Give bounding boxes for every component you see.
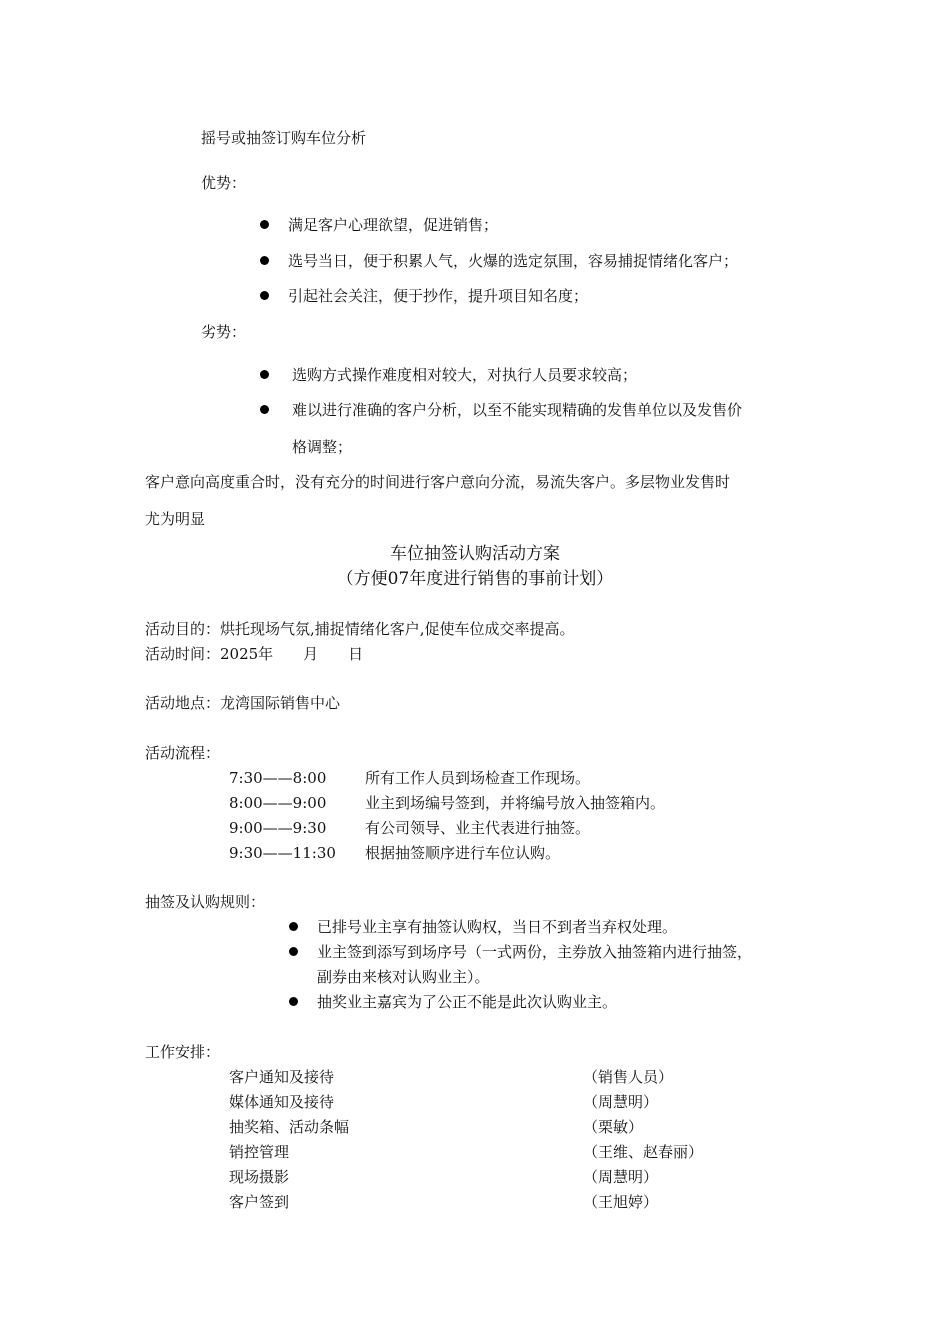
bullet-icon <box>260 256 269 265</box>
bullet-icon <box>289 922 298 931</box>
work-person: （销售人员） <box>583 1068 674 1086</box>
disadvantage-continuation: 格调整； <box>292 438 353 456</box>
work-task: 媒体通知及接待 <box>229 1093 335 1111</box>
process-desc: 根据抽签顺序进行车位认购。 <box>365 844 561 862</box>
work-heading: 工作安排： <box>145 1043 221 1061</box>
activity-location: 活动地点：龙湾国际销售中心 <box>145 694 341 712</box>
disadvantage-item: 选购方式操作难度相对较大，对执行人员要求较高； <box>292 366 638 384</box>
process-desc: 有公司领导、业主代表进行抽签。 <box>365 819 591 837</box>
process-time: 9:30——11:30 <box>229 844 336 862</box>
process-desc: 所有工作人员到场检查工作现场。 <box>365 769 591 787</box>
work-task: 客户通知及接待 <box>229 1068 335 1086</box>
bullet-icon <box>260 405 269 414</box>
analysis-title: 摇号或抽签订购车位分析 <box>201 129 367 147</box>
work-person: （王旭婷） <box>583 1193 659 1211</box>
disadvantages-heading: 劣势： <box>201 323 247 341</box>
analysis-note: 客户意向高度重合时，没有充分的时间进行客户意向分流，易流失客户。多层物业发售时 <box>145 473 731 491</box>
rules-heading: 抽签及认购规则： <box>145 893 266 911</box>
work-task: 客户签到 <box>229 1193 290 1211</box>
bullet-icon <box>260 370 269 379</box>
work-person: （周慧明） <box>583 1168 659 1186</box>
advantage-item: 引起社会关注，便于抄作，提升项目知名度； <box>288 287 589 305</box>
work-task: 现场摄影 <box>229 1168 290 1186</box>
work-person: （栗敏） <box>583 1118 644 1136</box>
plan-title: 车位抽签认购活动方案 <box>390 544 560 564</box>
bullet-icon <box>260 291 269 300</box>
bullet-icon <box>260 220 269 229</box>
rule-item: 已排号业主享有抽签认购权，当日不到者当弃权处理。 <box>317 918 678 936</box>
process-time: 7:30——8:00 <box>229 769 327 787</box>
advantage-item: 满足客户心理欲望，促进销售； <box>288 216 499 234</box>
advantages-heading: 优势： <box>201 174 247 192</box>
rule-item: 抽奖业主嘉宾为了公正不能是此次认购业主。 <box>317 993 618 1011</box>
bullet-icon <box>289 947 298 956</box>
rule-continuation: 副券由来核对认购业主）。 <box>317 968 490 986</box>
rule-item: 业主签到添写到场序号（一式两份，主券放入抽签箱内进行抽签， <box>317 943 753 961</box>
work-task: 销控管理 <box>229 1143 290 1161</box>
work-person: （周慧明） <box>583 1093 659 1111</box>
activity-purpose: 活动目的：烘托现场气氛,捕捉情绪化客户,促使车位成交率提高。 <box>145 620 575 638</box>
process-time: 8:00——9:00 <box>229 794 327 812</box>
process-desc: 业主到场编号签到，并将编号放入抽签箱内。 <box>365 794 666 812</box>
process-heading: 活动流程： <box>145 744 221 762</box>
process-time: 9:00——9:30 <box>229 819 327 837</box>
advantage-item: 选号当日，便于积累人气，火爆的选定氛围，容易捕捉情绪化客户； <box>288 252 739 270</box>
analysis-note-continuation: 尤为明显 <box>145 510 206 528</box>
disadvantage-item: 难以进行准确的客户分析，以至不能实现精确的发售单位以及发售价 <box>292 401 743 419</box>
plan-subtitle: （方便07年度进行销售的事前计划） <box>336 569 614 589</box>
activity-time: 活动时间：2025年 月 日 <box>145 645 364 663</box>
bullet-icon <box>289 997 298 1006</box>
work-task: 抽奖箱、活动条幅 <box>229 1118 350 1136</box>
work-person: （王维、赵春丽） <box>583 1143 704 1161</box>
